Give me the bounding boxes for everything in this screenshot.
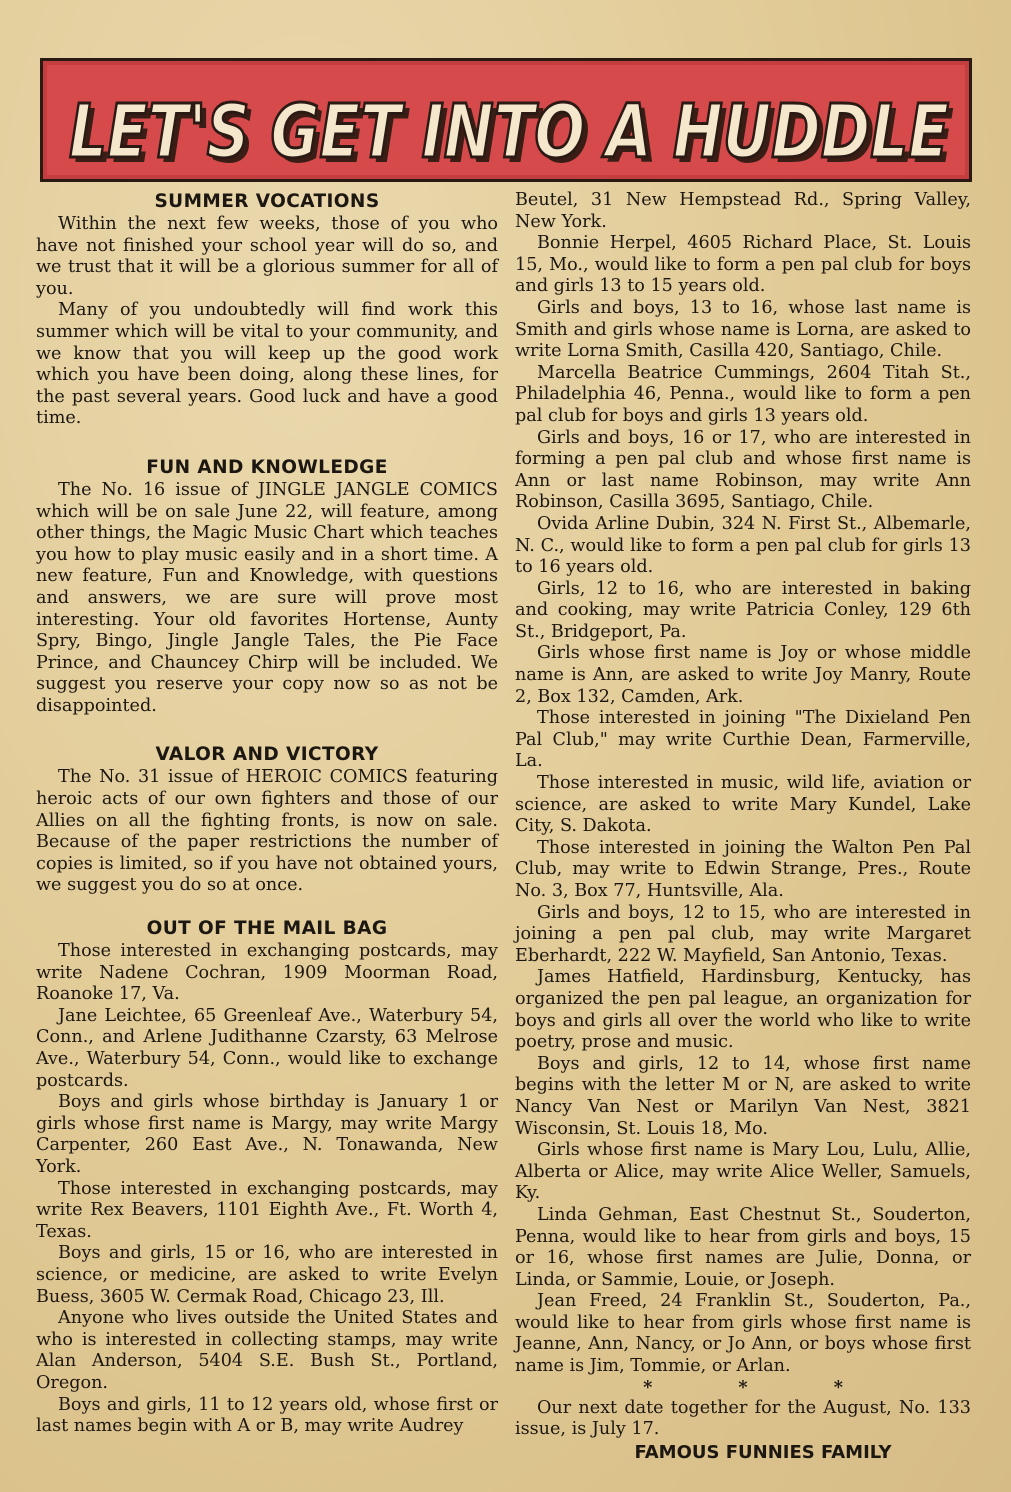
- paragraph: Within the next few weeks, those of you who have not finished your school year will do so, and we trust that it will be a glorious summer for all of you.: [36, 214, 498, 299]
- title-banner: [40, 58, 972, 182]
- letter-item: Girls and boys, 12 to 15, who are interested in joining a pen pal club, may write Margaret Eberhardt, 222 W. Mayfield, San Antonio, Texas.: [515, 902, 971, 966]
- letter-item: Marcella Beatrice Cummings, 2604 Titah St., Philadelphia 46, Penna., would like to form a pen pal club for boys and girls 13 years old.: [515, 362, 971, 426]
- letter-item: Those interested in exchanging postcards, may write Rex Beavers, 1101 Eighth Ave., Ft. Worth 4, Texas.: [36, 1178, 498, 1242]
- paragraph: The No. 31 issue of HEROIC COMICS featuring heroic acts of our own fighters and those of our Allies on all the fighting fronts, is now on sale. Because of the paper restrictions the number of copies is limited, so if you have not obtained yours, we suggest you do so at once.: [36, 767, 498, 896]
- letter-item: Girls, 12 to 16, who are interested in baking and cooking, may write Patricia Conley, 129 6th St., Bridgeport, Pa.: [515, 578, 971, 642]
- heading-summer-vocations: SUMMER VOCATIONS: [154, 191, 380, 212]
- letter-item: Girls whose first name is Mary Lou, Lulu, Allie, Alberta or Alice, may write Alice Weller, Samuels, Ky.: [515, 1140, 971, 1204]
- signoff: FAMOUS FUNNIES FAMILY: [634, 1441, 892, 1463]
- paragraph: The No. 16 issue of JINGLE JANGLE COMICS which will be on sale June 22, will feature, among other things, the Magic Music Chart which teaches you how to play music easily and in a short time. A new feature, Fun and Knowledge, with questions and answers, we are sure will prove most interesting. Your old favorites Hortense, Aunty Spry, Bingo, Jingle Jangle Tales, the Pie Face Prince, and Chauncey Chirp will be included. We suggest you reserve your copy now so as not be disappointed.: [36, 479, 498, 716]
- letter-item: Girls and boys, 16 or 17, who are interested in forming a pen pal club and whose first name is Ann or last name Robinson, may write Ann Robinson, Casilla 3695, Santiago, Chile.: [515, 427, 971, 513]
- heading-fun-and-knowledge: FUN AND KNOWLEDGE: [146, 456, 388, 478]
- letter-item: Beutel, 31 New Hempstead Rd., Spring Valley, New York.: [515, 190, 971, 232]
- closing-paragraph: Our next date together for the August, No. 133 issue, is July 17.: [515, 1397, 971, 1440]
- letter-item: Jean Freed, 24 Franklin St., Souderton, Pa., would like to hear from girls whose first name is Jeanne, Ann, Nancy, or Jo Ann, or boys whose first name is Jim, Tommie, or Arlan.: [515, 1291, 971, 1377]
- section-separator: * * *: [643, 1376, 883, 1398]
- banner-title-shadow: LET'S GET INTO A HUDDLE: [74, 94, 954, 180]
- letter-item: Jane Leichtee, 65 Greenleaf Ave., Waterbury 54, Conn., and Arlene Judithanne Czarsty, 63 Melrose Ave., Waterbury 54, Conn., would like to exchange postcards.: [36, 1005, 498, 1091]
- letter-item: Boys and girls, 12 to 14, whose first name begins with the letter M or N, are asked to write Nancy Van Nest or Marilyn Van Nest, 3821 Wisconsin, St. Louis 18, Mo.: [515, 1053, 971, 1139]
- banner-title: LET'S GET INTO A HUDDLE: [69, 89, 949, 175]
- right-column: [515, 190, 971, 1465]
- letter-item: Boys and girls, 15 or 16, who are interested in science, or medicine, are asked to write Evelyn Buess, 3605 W. Cermak Road, Chicago 23, Ill.: [36, 1243, 498, 1307]
- letter-item: Ovida Arline Dubin, 324 N. First St., Albemarle, N. C., would like to form a pen pal club for girls 13 to 16 years old.: [515, 513, 971, 578]
- letter-item: James Hatfield, Hardinsburg, Kentucky, has organized the pen pal league, an organization for boys and girls all over the world who like to write poetry, prose and music.: [515, 967, 971, 1053]
- letter-item: Girls and boys, 13 to 16, whose last name is Smith and girls whose name is Lorna, are asked to write Lorna Smith, Casilla 420, Santiago, Chile.: [515, 297, 971, 362]
- heading-valor-and-victory: VALOR AND VICTORY: [155, 744, 379, 766]
- letter-item: Linda Gehman, East Chestnut St., Souderton, Penna, would like to hear from girls and boys, 15 or 16, whose first names are Julie, Donna, or Linda, or Sammie, Louie, or Joseph.: [515, 1204, 971, 1290]
- heading-mail-bag: OUT OF THE MAIL BAG: [146, 918, 388, 940]
- left-column: [36, 190, 498, 1438]
- paragraph: Many of you undoubtedly will find work this summer which will be vital to your community, and we know that you will keep up the good work which you have been doing, along these lines, for the past several years. Good luck and have a good time.: [36, 300, 498, 429]
- letter-item: Bonnie Herpel, 4605 Richard Place, St. Louis 15, Mo., would like to form a pen pal club for boys and girls 13 to 15 years old.: [515, 233, 971, 297]
- letter-item: Those interested in music, wild life, aviation or science, are asked to write Mary Kundel, Lake City, S. Dakota.: [515, 773, 971, 837]
- letter-item: Girls whose first name is Joy or whose middle name is Ann, are asked to write Joy Manry, Route 2, Box 132, Camden, Ark.: [515, 643, 971, 707]
- letter-item: Anyone who lives outside the United States and who is interested in collecting stamps, may write Alan Anderson, 5404 S.E. Bush St., Portland, Oregon.: [36, 1308, 498, 1393]
- letter-item: Boys and girls, 11 to 12 years old, whose first or last names begin with A or B, may write Audrey: [36, 1394, 498, 1437]
- letter-item: Boys and girls whose birthday is January 1 or girls whose first name is Margy, may write Margy Carpenter, 260 East Ave., N. Tonawanda, New York.: [36, 1092, 498, 1177]
- letter-item: Those interested in joining "The Dixieland Pen Pal Club," may write Curthie Dean, Farmerville, La.: [515, 708, 971, 772]
- letter-item: Those interested in exchanging postcards, may write Nadene Cochran, 1909 Moorman Road, Roanoke 17, Va.: [36, 941, 498, 1005]
- letter-item: Those interested in joining the Walton Pen Pal Club, may write to Edwin Strange, Pres., Route No. 3, Box 77, Huntsville, Ala.: [515, 837, 971, 901]
- banner-title-art: [43, 61, 975, 185]
